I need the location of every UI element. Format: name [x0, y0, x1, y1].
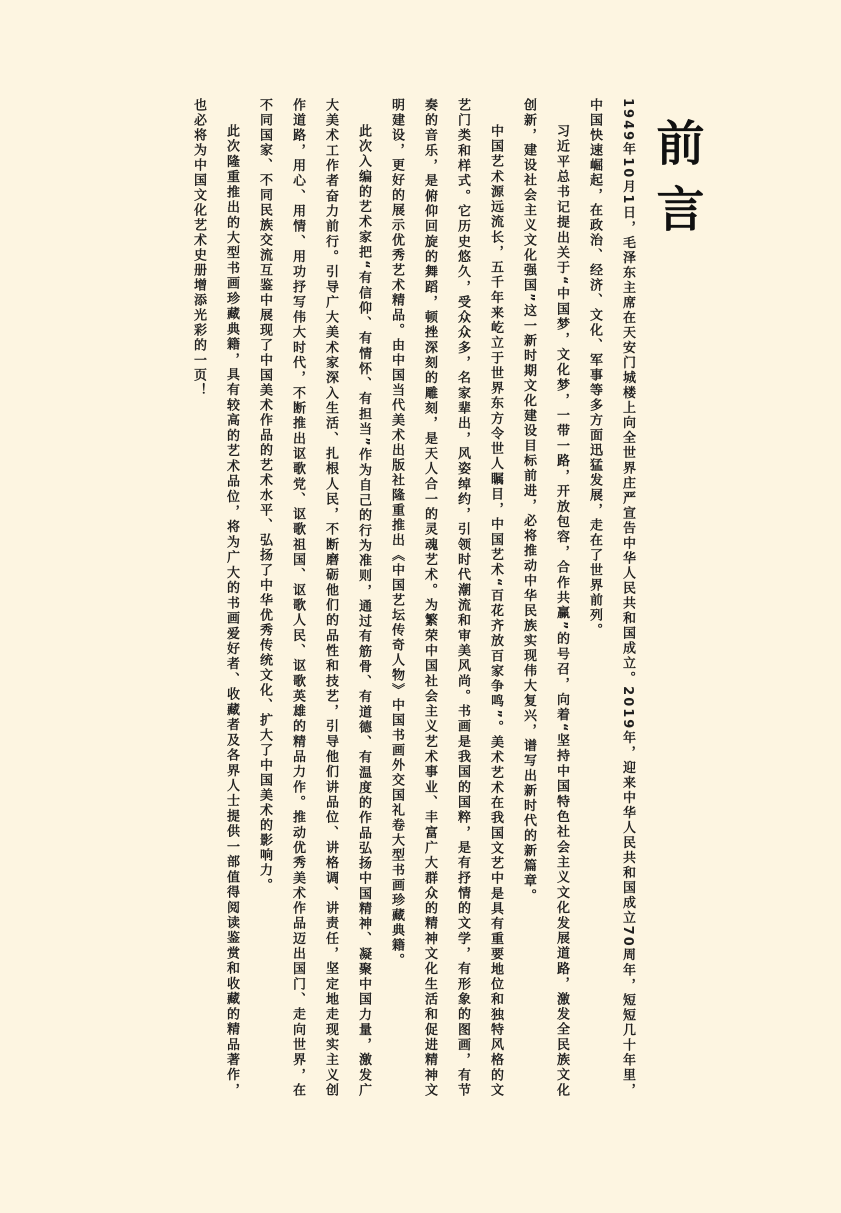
paragraph-1: 1949年10月1日，毛泽东主席在天安门城楼上向全世界庄严宣告中华人民共和国成立。2019年，迎来中华人民共和国成立70周年，短短几十年里，中国快速崛起，在政治、经济、文化、军事等多方面迅猛发展，走在了世界前列。 [587, 98, 635, 1098]
paragraph-3: 中国艺术源远流长，五千年来屹立于世界东方令世人瞩目，中国艺术“百花齐放百家争鸣”。美术艺术在我国文艺中是具有重要地位和独特风格的文艺门类和样式。它历史悠久，受众众多，名家辈出，风姿绰约，引领时代潮流和审美风尚。书画是我国的国粹，是有抒情的文学，有形象的图画，有节奏的音乐，是俯仰回旋的舞蹈，顿挫深刻的雕刻，是天人合一的灵魂艺术。为繁荣中国社会主义艺术事业、丰富广大群众的精神文化生活和促进精神文明建设，更好的展示优秀艺术精品。由中国当代美术出版社隆重推出《中国艺坛传奇人物》中国书画外交国礼卷大型书画珍藏典籍。 [389, 98, 503, 1098]
paragraph-4: 此次入编的艺术家把“有信仰、有情怀、有担当”作为自己的行为准则，通过有筋骨、有道德、有温度的作品弘扬中国精神、凝聚中国力量，激发广大美术工作者奋力前行。引导广大美术家深入生活、扎根人民，不断磨砺他们的品性和技艺，引导他们讲品位、讲格调、讲责任，坚定地走现实主义创作道路，用心、用情、用功抒写伟大时代，不断推出讴歌党、讴歌祖国、讴歌人民、讴歌英雄的精品力作。推动优秀美术作品迈出国门、走向世界，在不同国家、不同民族交流互鉴中展现了中国美术作品的艺术水平、弘扬了中华优秀传统文化、扩大了中国美术的影响力。 [257, 98, 371, 1098]
paragraph-2: 习近平总书记提出关于“中国梦，文化梦，一带一路，开放包容，合作共赢”的号召，向着“坚持中国特色社会主义文化发展道路，激发全民族文化创新，建设社会主义文化强国”这一新时期文化建设目标前进，必将推动中华民族实现伟大复兴，谱写出新时代的新篇章。 [521, 98, 569, 1098]
page-title: 前言 [648, 118, 704, 250]
paragraph-5: 此次隆重推出的大型书画珍藏典籍，具有较高的艺术品位，将为广大的书画爱好者、收藏者及各界人士提供一部值得阅读鉴赏和收藏的精品著作，也必将为中国文化艺术史册增添光彩的一页！ [191, 98, 239, 1098]
body-text [164, 98, 644, 1098]
